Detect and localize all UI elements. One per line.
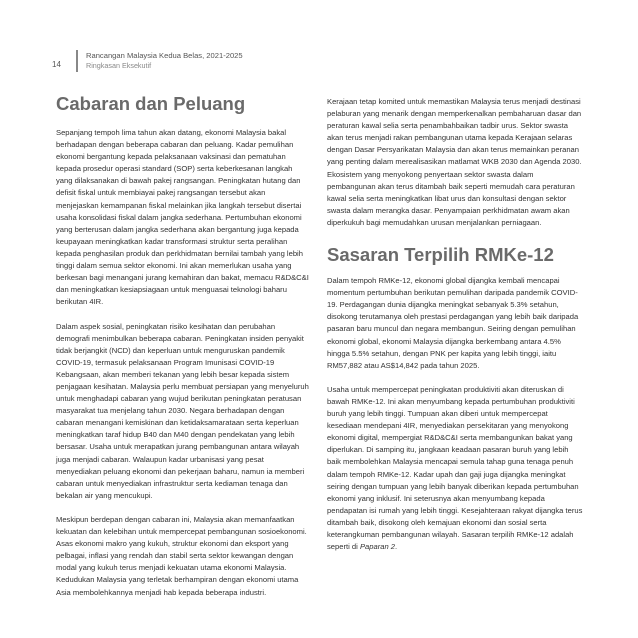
- right-column: [327, 96, 583, 553]
- section-heading-cabaran: Cabaran dan Peluang: [56, 93, 246, 114]
- left-column: [56, 92, 310, 599]
- paragraph: Kerajaan tetap komited untuk memastikan Malaysia terus menjadi destinasi pelaburan yang menarik dengan memperkenalkan pembaharuan dasar dan peraturan kawal selia serta penambahbaikan tadbir urus. Sektor swasta akan terus menjadi rakan pembangunan utama kepada Kerajaan selaras dengan Dasar Persyarikatan Malaysia dan akan terus memainkan peranan yang penting dalam merealisasikan matlamat WKB 2030 dan Agenda 2030. Ekosistem yang menyokong penyertaan sektor swasta dalam pembangunan akan terus ditambah baik seperti memudah cara peraturan kawal selia serta meningkatkan libat urus dan konsultasi dengan sektor swasta dalam merangka dasar. Penyampaian perkhidmatan awam akan diperkukuh bagi memudahkan urusan menjalankan perniagaan.: [327, 97, 582, 227]
- paragraph: Meskipun berdepan dengan cabaran ini, Malaysia akan memanfaatkan kekuatan dan kelebihan untuk mempercepat pembangunan sosioekonomi. Asas ekonomi makro yang kukuh, struktur ekonomi dan eksport yang pelbagai, inflasi yang rendah dan stabil serta sektor kewangan dengan modal yang kukuh terus menjadi kekuatan utama ekonomi Malaysia. Kedudukan Malaysia yang terletak berhampiran dengan ekonomi utama Asia membolehkannya menjadi hab kepada beberapa industri.: [56, 515, 307, 597]
- paragraph-text: Usaha untuk mempercepat peningkatan produktiviti akan diteruskan di bawah RMKe-12. Ini akan menyumbang kepada pertumbuhan produktiviti buruh yang lebih tinggi. Tumpuan akan diberi untuk mempercepat kesediaan mendepani 4IR, menyediakan persekitaran yang menyokong ekonomi digital, mempergiat R&D&C&I serta membangunkan bakat yang diperlukan. Di samping itu, jangkaan keadaan pasaran buruh yang lebih baik membolehkan Malaysia mencapai semula tahap guna tenaga penuh dalam tempoh RMKe-12. Kadar upah dan gaji juga dijangka meningkat seiring dengan tumpuan yang lebih banyak diberikan kepada pertumbuhan ekonomi yang inklusif. Ini seterusnya akan menyumbang kepada pendapatan isi rumah yang lebih tinggi. Kesejahteraan rakyat dijangka terus ditambah baik, disokong oleh kemajuan ekonomi dan sosial serta keterangkuman pembangunan wilayah. Sasaran terpilih RMKe-12 adalah seperti di: [327, 384, 583, 552]
- header-divider: [76, 50, 78, 72]
- paragraph: [327, 384, 583, 553]
- paragraph: Dalam tempoh RMKe-12, ekonomi global dijangka kembali mencapai momentum pertumbuhan berikutan pemulihan daripada pandemik COVID-19. Perdagangan dunia dijangka meningkat sebanyak 5.3% setahun, disokong terutamanya oleh prestasi perdagangan yang lebih baik daripada pasaran baru muncul dan negara membangun. Seiring dengan pemulihan ekonomi global, ekonomi Malaysia dijangka berkembang antara 4.5% hingga 5.5% setahun, dengan PNK per kapita yang lebih tinggi, iaitu RM57,882 atau AS$14,842 pada tahun 2025.: [327, 276, 579, 370]
- page-number: 14: [52, 60, 61, 69]
- figure-reference-link[interactable]: Paparan 2: [359, 542, 395, 552]
- paragraph: Dalam aspek sosial, peningkatan risiko kesihatan dan perubahan demografi menimbulkan beberapa cabaran. Peningkatan insiden penyakit tidak berjangkit (NCD) dan keperluan untuk menguruskan pandemik COVID-19, termasuk pelaksanaan Program Imunisasi COVID-19 Kebangsaan, akan memberi tekanan yang lebih besar kepada sistem penjagaan kesihatan. Malaysia perlu membuat persiapan yang menyeluruh untuk menghadapi cabaran yang wujud berikutan peningkatan peratusan masyarakat tua menjelang tahun 2030. Negara berhadapan dengan cabaran menangani kemiskinan dan ketidaksamarataan serta keperluan meningkatkan taraf hidup B40 dan M40 dengan pendekatan yang lebih bersasar. Usaha untuk merapatkan jurang pembangunan antara wilayah juga menjadi cabaran. Walaupun kadar urbanisasi yang pesat menyediakan peluang ekonomi dan pekerjaan baharu, namun ia memberi cabaran untuk menyediakan infrastruktur serta kediaman tenaga dan bekalan air yang mencukupi.: [56, 321, 309, 500]
- document-subtitle: Ringkasan Eksekutif: [86, 61, 152, 70]
- paragraph-end: .: [395, 542, 398, 552]
- paragraph: Sepanjang tempoh lima tahun akan datang, ekonomi Malaysia bakal berhadapan dengan beberapa cabaran dan peluang. Kadar pemulihan ekonomi bergantung kepada pelaksanaan vaksinasi dan pematuhan kepada prosedur operasi standard (SOP) serta keberkesanan langkah yang dilaksanakan di bawah pakej rangsangan. Peningkatan hutang dan defisit fiskal untuk membiayai pakej rangsangan tersebut akan menjejaskan kemampanan fiskal melainkan jika langkah tersebut disertai usaha konsolidasi fiskal dalam jangka sederhana. Pertumbuhan ekonomi yang berterusan dalam jangka sederhana akan bergantung juga kepada keupayaan meningkatkan kadar transformasi struktur serta peralihan kepada penghasilan produk dan perkhidmatan bernilai tambah yang lebih tinggi dalam semua sektor ekonomi. Ini akan memerlukan usaha yang berkesan bagi menangani jurang kemahiran dan bakat, memacu R&D&C&I dan meningkatkan kesiapsiagaan untuk menguasai teknologi baharu berikutan 4IR.: [56, 128, 309, 307]
- document-title: Rancangan Malaysia Kedua Belas, 2021-2025: [86, 51, 243, 60]
- section-heading-sasaran: Sasaran Terpilih RMKe-12: [327, 244, 554, 266]
- header-text: [86, 51, 386, 71]
